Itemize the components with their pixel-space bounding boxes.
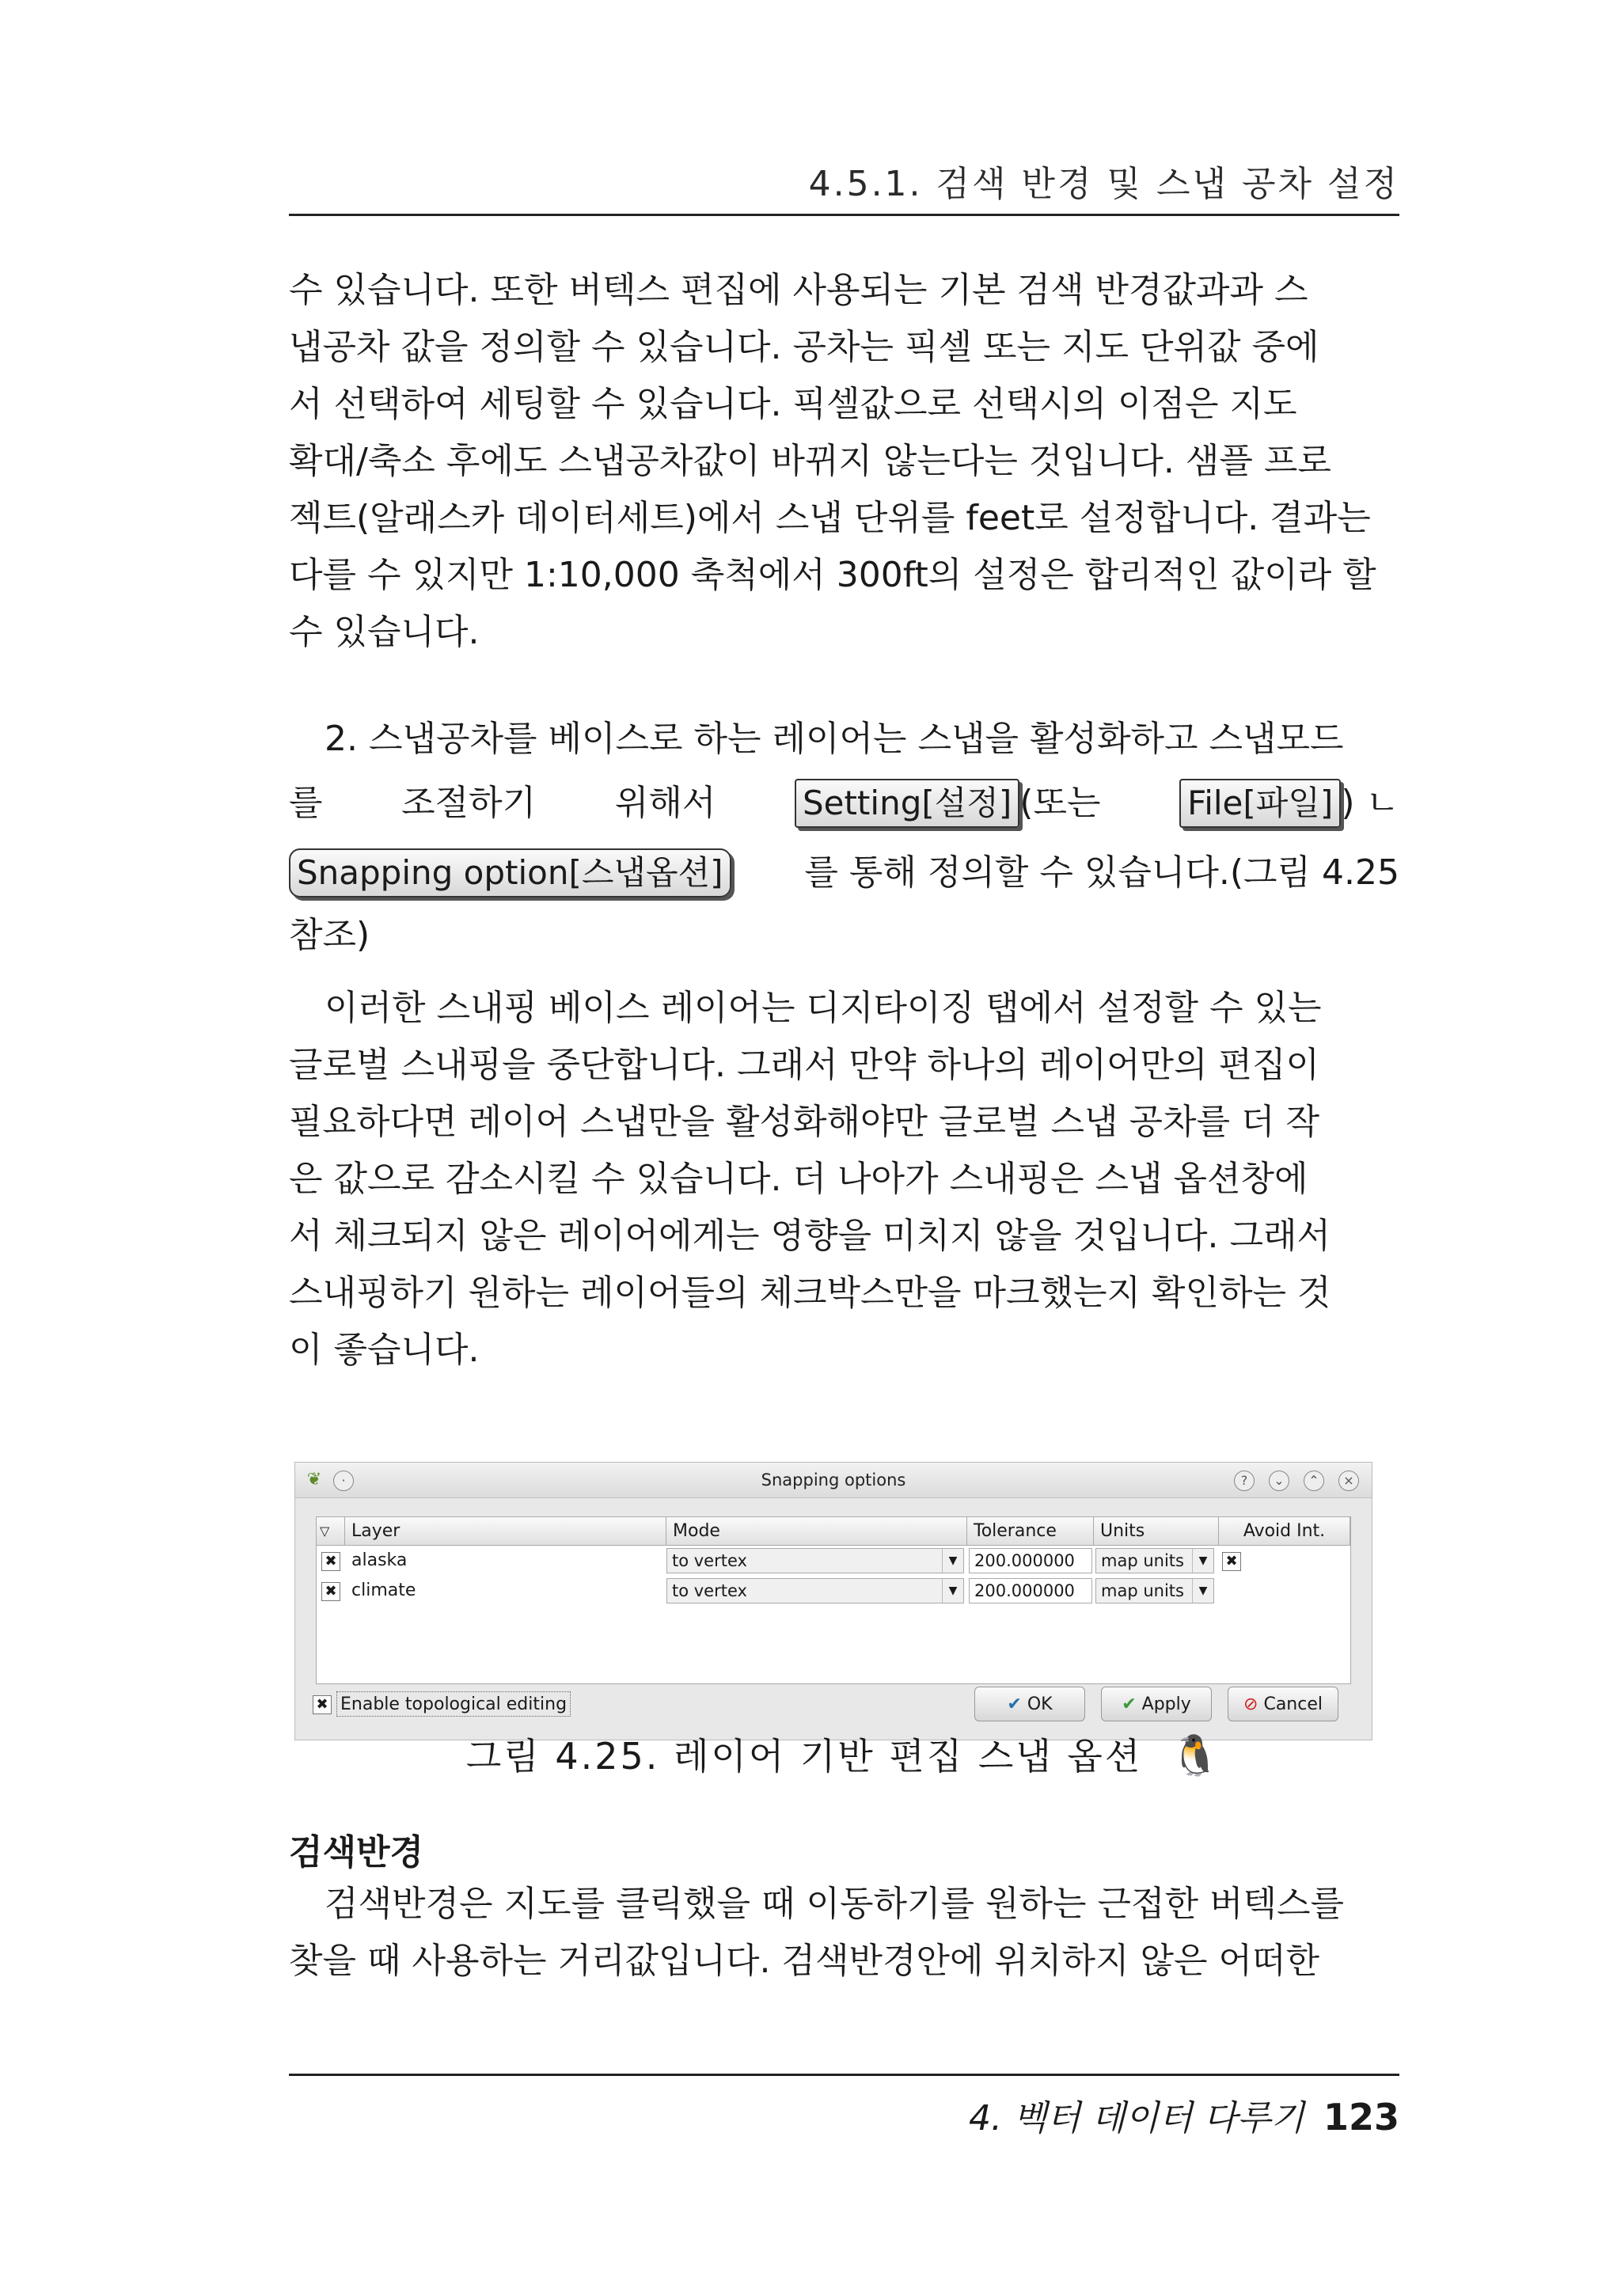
text-fragment: 조절하기 bbox=[401, 783, 537, 823]
units-select[interactable] bbox=[1095, 1548, 1214, 1573]
header-rule bbox=[289, 214, 1399, 216]
section-heading: 검색반경 bbox=[289, 1832, 424, 1873]
caption-text: 그림 4.25. 레이어 기반 편집 스냅 옵션 bbox=[465, 1735, 1143, 1778]
file-menu-button[interactable]: File[파일] bbox=[1179, 779, 1341, 828]
check-icon: ✔ bbox=[1007, 1694, 1022, 1714]
check-icon: ✔ bbox=[1122, 1694, 1137, 1714]
text-fragment: 를 통해 정의할 수 있습니다.(그림 4.25 bbox=[804, 852, 1399, 893]
text-line: 확대/축소 후에도 스냅공차값이 바뀌지 않는다는 것입니다. 샘플 프로 bbox=[289, 441, 1331, 481]
setting-menu-button[interactable]: Setting[설정] bbox=[795, 779, 1019, 828]
step2-line-3 bbox=[289, 839, 1399, 907]
cancel-button[interactable] bbox=[1228, 1687, 1338, 1721]
close-icon[interactable]: × bbox=[1338, 1471, 1359, 1491]
text-line: 검색반경은 지도를 클릭했을 때 이동하기를 원하는 근접한 버텍스를 bbox=[325, 1884, 1345, 1924]
chevron-down-icon: ▼ bbox=[942, 1549, 963, 1573]
figure-caption bbox=[289, 1728, 1399, 1780]
maximize-icon[interactable]: ⌃ bbox=[1304, 1471, 1324, 1491]
text-line: 이러한 스내핑 베이스 레이어는 디지타이징 탭에서 설정할 수 있는 bbox=[325, 988, 1322, 1028]
text-fragment: (또는 bbox=[1019, 783, 1101, 823]
linux-tux-icon: 🐧 bbox=[1170, 1732, 1223, 1778]
footer-rule bbox=[289, 2074, 1399, 2076]
text-line: 스내핑하기 원하는 레이어들의 체크박스만을 마크했는지 확인하는 것 bbox=[289, 1273, 1331, 1313]
text-line: 찾을 때 사용하는 거리값입니다. 검색반경안에 위치하지 않은 어떠한 bbox=[289, 1941, 1319, 1981]
minimize-icon[interactable]: ⌄ bbox=[1269, 1471, 1289, 1491]
column-header[interactable]: Mode bbox=[666, 1517, 967, 1546]
tolerance-input[interactable]: 200.000000 bbox=[969, 1548, 1092, 1573]
tolerance-input[interactable]: 200.000000 bbox=[969, 1578, 1092, 1603]
layer-checkbox[interactable]: ✖ bbox=[321, 1582, 340, 1601]
running-header: 4.5.1. 검색 반경 및 스냅 공차 설정 bbox=[808, 164, 1399, 204]
cancel-label: Cancel bbox=[1263, 1694, 1323, 1714]
chevron-down-icon: ▼ bbox=[1192, 1549, 1213, 1573]
text-line: 수 있습니다. 또한 버텍스 편집에 사용되는 기본 검색 반경값과과 스 bbox=[289, 270, 1308, 310]
filter-icon[interactable]: ▽ bbox=[317, 1517, 345, 1546]
units-select[interactable] bbox=[1095, 1578, 1214, 1603]
text-line: 젝트(알래스카 데이터세트)에서 스냅 단위를 feet로 설정합니다. 결과는 bbox=[289, 498, 1371, 538]
step2-line-2 bbox=[289, 768, 1399, 839]
running-footer bbox=[289, 2089, 1399, 2140]
text-line: 필요하다면 레이어 스냅만을 활성화해야만 글로벌 스냅 공차를 더 작 bbox=[289, 1102, 1319, 1142]
column-header[interactable]: Layer bbox=[345, 1517, 666, 1546]
text-line: 서 체크되지 않은 레이어에게는 영향을 미치지 않을 것입니다. 그래서 bbox=[289, 1216, 1331, 1256]
text-fragment: ) ㄴ bbox=[1341, 783, 1399, 823]
column-header[interactable]: Units bbox=[1094, 1517, 1219, 1546]
chevron-down-icon: ▼ bbox=[942, 1579, 963, 1603]
text-line: 참조) bbox=[289, 915, 370, 955]
column-header[interactable]: Avoid Int. bbox=[1219, 1517, 1350, 1546]
mode-select[interactable] bbox=[666, 1578, 964, 1603]
paragraph-3 bbox=[289, 980, 1399, 1379]
layer-name: climate bbox=[351, 1581, 416, 1600]
text-line: 2. 스냅공차를 베이스로 하는 레이어는 스냅을 활성화하고 스냅모드 bbox=[325, 719, 1344, 759]
column-header[interactable]: Tolerance bbox=[967, 1517, 1094, 1546]
qgis-leaf-icon: ❦ bbox=[306, 1470, 322, 1490]
snapping-options-dialog bbox=[294, 1462, 1372, 1740]
text-line: 은 값으로 감소시킬 수 있습니다. 더 나아가 스내핑은 스냅 옵션창에 bbox=[289, 1159, 1308, 1199]
text-line: 다를 수 있지만 1:10,000 축척에서 300ft의 설정은 합리적인 값이라 할 bbox=[289, 555, 1376, 595]
topological-editing-checkbox[interactable]: ✖ bbox=[313, 1695, 332, 1714]
mode-value: to vertex bbox=[672, 1551, 747, 1570]
layer-table bbox=[316, 1516, 1351, 1684]
text-fragment: 를 bbox=[289, 783, 323, 823]
window-menu-icon[interactable]: · bbox=[333, 1471, 354, 1491]
text-line: 글로벌 스내핑을 중단합니다. 그래서 만약 하나의 레이어만의 편집이 bbox=[289, 1045, 1319, 1085]
text-fragment: 위해서 bbox=[614, 783, 716, 823]
apply-label: Apply bbox=[1141, 1694, 1191, 1714]
page-number: 123 bbox=[1323, 2096, 1399, 2139]
chevron-down-icon: ▼ bbox=[1192, 1579, 1213, 1603]
text-line: 서 선택하여 세팅할 수 있습니다. 픽셀값으로 선택시의 이점은 지도 bbox=[289, 384, 1297, 424]
paragraph-1 bbox=[289, 262, 1399, 661]
units-value: map units bbox=[1101, 1551, 1184, 1570]
chapter-title: 4. 벡터 데이터 다루기 bbox=[968, 2098, 1304, 2139]
text-line: 냅공차 값을 정의할 수 있습니다. 공차는 픽셀 또는 지도 단위값 중에 bbox=[289, 327, 1319, 367]
mode-value: to vertex bbox=[672, 1581, 747, 1600]
dialog-title: Snapping options bbox=[295, 1463, 1372, 1498]
layer-checkbox[interactable]: ✖ bbox=[321, 1552, 340, 1571]
help-icon[interactable]: ? bbox=[1234, 1471, 1255, 1491]
layer-name: alaska bbox=[351, 1550, 408, 1570]
snapping-option-button[interactable]: Snapping option[스냅옵션] bbox=[289, 848, 731, 898]
cancel-icon: ⊘ bbox=[1243, 1694, 1258, 1714]
topological-editing-label[interactable]: Enable topological editing bbox=[336, 1691, 571, 1717]
text-line: 이 좋습니다. bbox=[289, 1330, 480, 1370]
ok-button[interactable] bbox=[974, 1687, 1085, 1721]
step-2-paragraph bbox=[289, 711, 1399, 964]
apply-button[interactable] bbox=[1101, 1687, 1212, 1721]
ok-label: OK bbox=[1027, 1694, 1053, 1714]
text-line: 수 있습니다. bbox=[289, 612, 480, 652]
units-value: map units bbox=[1101, 1581, 1184, 1600]
mode-select[interactable] bbox=[666, 1548, 964, 1573]
avoid-intersections-checkbox[interactable]: ✖ bbox=[1222, 1552, 1241, 1571]
section-paragraph bbox=[289, 1876, 1399, 1990]
